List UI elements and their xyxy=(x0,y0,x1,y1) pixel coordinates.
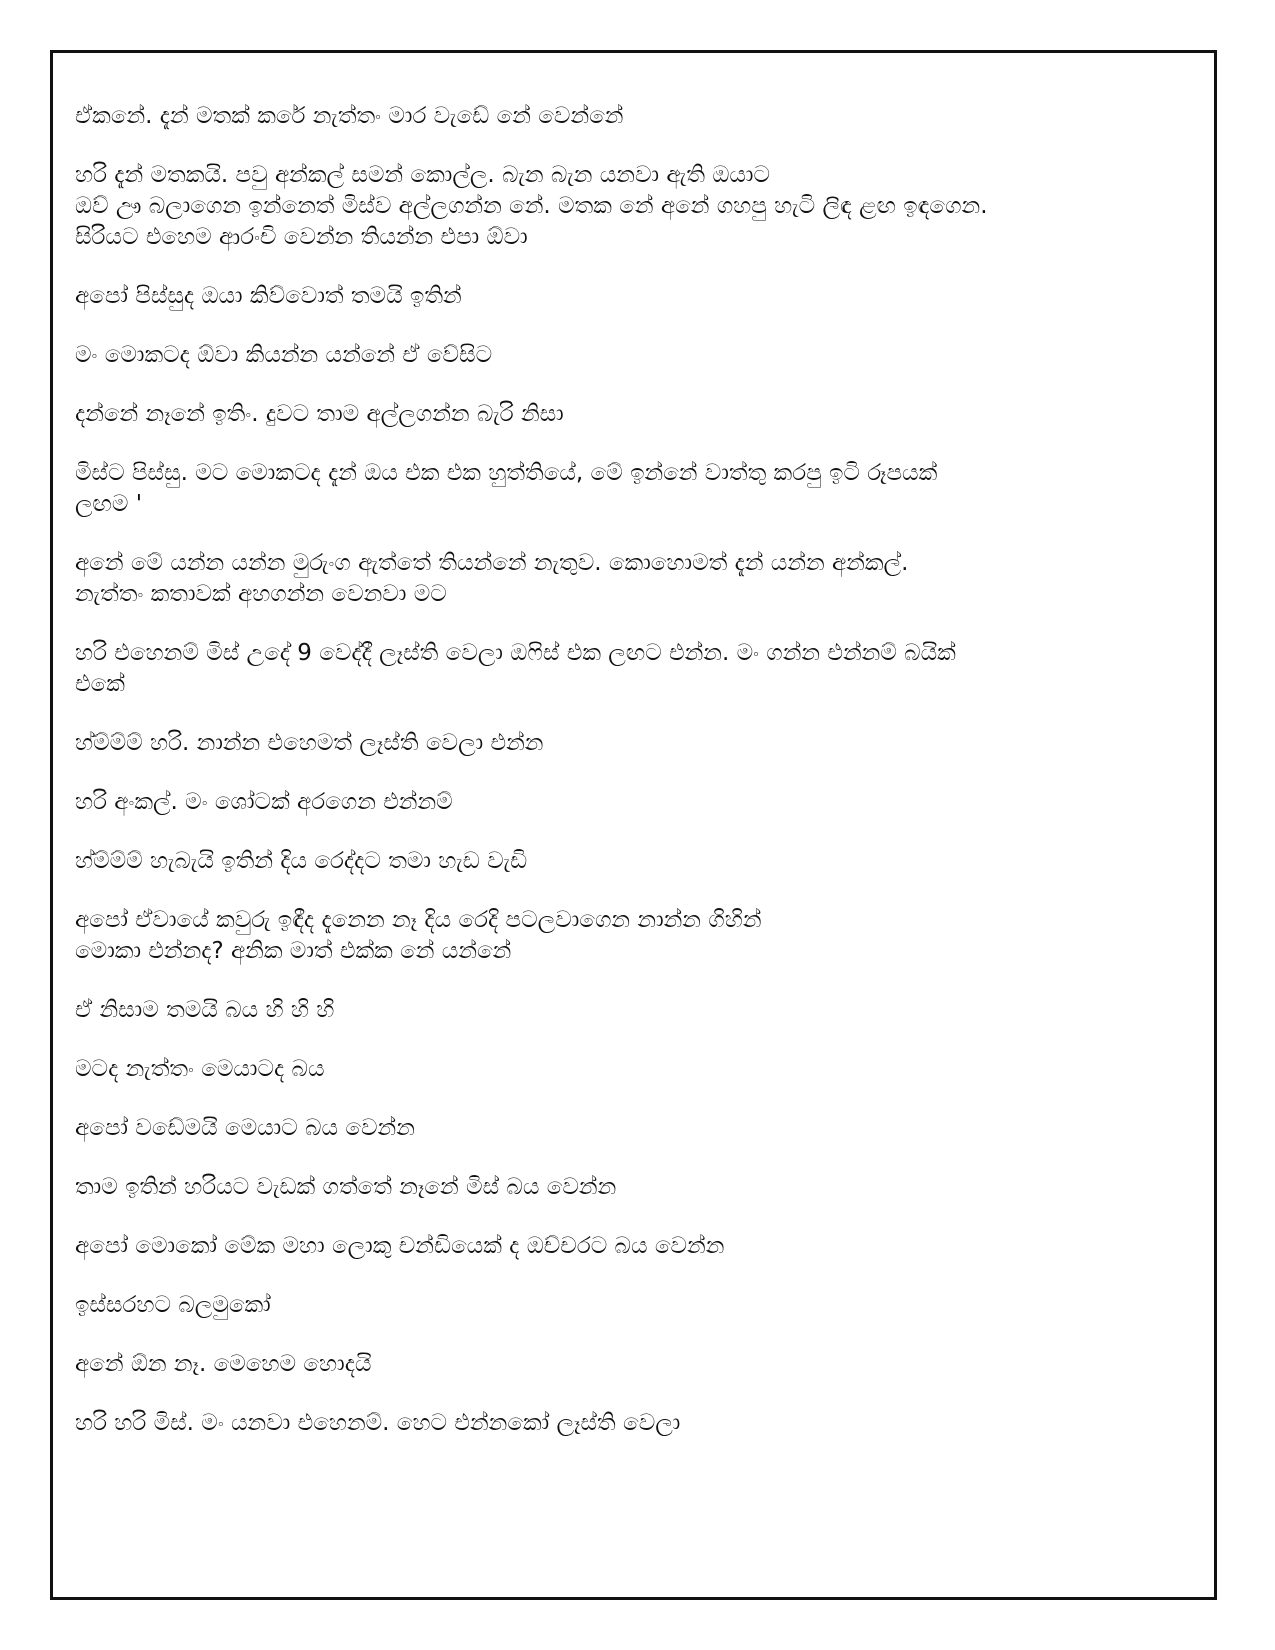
text-line: හරි දැන් මතකයි. පවු අන්කල් සමන් කොල්ල. බැන බැන යනවා ඇති ඔයාට xyxy=(75,162,770,188)
paragraph-13 xyxy=(75,995,1184,1026)
paragraph-12 xyxy=(75,905,1184,967)
text-line: අපෝ මොකෝ මේක මහා ලොකු චන්ඩියෙක් ද ඔච්චරට බය වෙන්න xyxy=(75,1233,725,1259)
paragraph-7 xyxy=(75,548,1184,610)
text-line: අනේ මේ යන්න යන්න මුරුංග ඇත්තේ තියන්නේ නැතුව. කොහොමත් දැන් යන්න අන්කල්. xyxy=(75,550,909,576)
text-line: ඒකනේ. දැන් මතක් කරේ නැත්තං මාර වැඩේ නේ වෙන්නේ xyxy=(75,103,624,129)
paragraph-3 xyxy=(75,281,1184,312)
text-line: මිස්ට පිස්සු. මට මොකටද දැන් ඔය එක එක හුත්තියේ, මේ ඉන්නේ වාත්තු කරපු ඉටි රූපයක් xyxy=(75,460,938,486)
paragraph-10 xyxy=(75,787,1184,818)
paragraph-4 xyxy=(75,340,1184,371)
text-line: හ්ම්ම්ම් හැබැයි ඉතින් දිය රෙද්දට තමා හැඩ වැඩි xyxy=(75,848,528,874)
paragraph-19 xyxy=(75,1349,1184,1380)
paragraph-14 xyxy=(75,1054,1184,1085)
text-line: මොකා එන්නද? අනික මාත් එක්ක නේ යන්නේ xyxy=(75,938,512,964)
text-line: සිරියට එහෙම ආරංචි වෙන්න තියන්න එපා ඕවා xyxy=(75,224,528,250)
text-line: මං මොකටද ඕවා කියන්න යන්නේ ඒ වේසිට xyxy=(75,342,493,368)
text-line: හ්ම්ම්ම් හරි. නාන්න එහෙමත් ලෑස්ති වෙලා එන්න xyxy=(75,730,544,756)
text-line: ඉස්සරහට බලමුකෝ xyxy=(75,1292,271,1318)
paragraph-18 xyxy=(75,1290,1184,1321)
paragraph-1 xyxy=(75,101,1184,132)
page-frame xyxy=(50,50,1217,1600)
text-line: ලඟම ' xyxy=(75,491,143,517)
paragraph-15 xyxy=(75,1113,1184,1144)
text-line: නැත්තං කතාවක් අහගන්න වෙනවා මට xyxy=(75,581,447,607)
text-line: දන්නේ නෑනේ ඉතිං. දුවට තාම අල්ලගන්න බැරි නිසා xyxy=(75,401,564,427)
paragraph-20 xyxy=(75,1408,1184,1439)
paragraph-16 xyxy=(75,1172,1184,1203)
text-line: අපෝ වඩේමයි මෙයාට බය වෙන්න xyxy=(75,1115,415,1141)
text-line: හරි අංකල්. මං ශෝටක් අරගෙන එන්නම් xyxy=(75,789,453,815)
text-line: තාම ඉතින් හරියට වැඩක් ගත්තේ නෑනේ මිස් බය වෙන්න xyxy=(75,1174,617,1200)
paragraph-8 xyxy=(75,638,1184,700)
paragraph-2 xyxy=(75,160,1184,253)
paragraph-11 xyxy=(75,846,1184,877)
text-line: ඒ නිසාම තමයි බය හි හි හි xyxy=(75,997,335,1023)
text-line: මටද නැත්තං මෙයාටද බය xyxy=(75,1056,325,1082)
text-line: ඔව් ඌ බලාගෙන ඉන්නෙත් මිස්ව අල්ලගන්න නේ. මතක නේ අනේ ගහපු හැටි ලිඳ ළඟ ඉඳගෙන. xyxy=(75,193,988,219)
text-line: හරි හරි මිස්. මං යනවා එහෙනම්. හෙට එන්නකෝ ලෑස්ති වෙලා xyxy=(75,1410,681,1436)
text-line: අපෝ පිස්සුද ඔයා කිව්වොත් තමයි ඉතින් xyxy=(75,283,462,309)
paragraph-9 xyxy=(75,728,1184,759)
paragraph-6 xyxy=(75,458,1184,520)
text-line: අනේ ඕන නෑ. මෙහෙම හොදයි xyxy=(75,1351,372,1377)
document-body xyxy=(75,101,1184,1467)
paragraph-5 xyxy=(75,399,1184,430)
text-line: එකේ xyxy=(75,671,125,697)
paragraph-17 xyxy=(75,1231,1184,1262)
text-line: අපෝ ඒවායේ කවුරු ඉඳීද දැනෙන නෑ දිය රෙදි පටලවාගෙන නාන්න ගිහින් xyxy=(75,907,762,933)
text-line: හරි එහෙනම් මිස් උදේ 9 වෙද්දී ලෑස්ති වෙලා ඔෆිස් එක ලඟට එන්න. මං ගන්න එන්නම් බයික් xyxy=(75,640,956,666)
